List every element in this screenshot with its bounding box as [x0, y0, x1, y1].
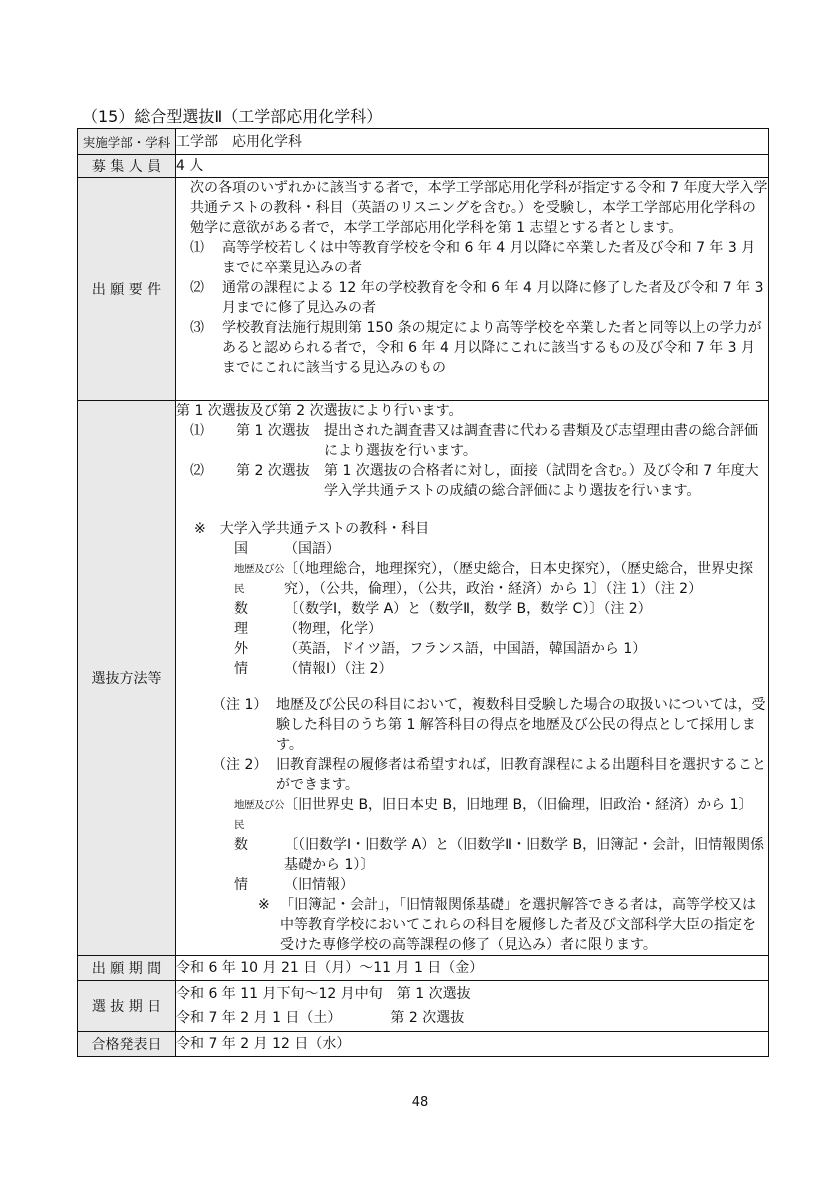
note-row: （注 1） 地歴及び公民の科目において，複数科目受験した場合の取扱いについては，受験した科目のうち第 1 解答科目の得点を地歴及び公民の得点として採用します。 [212, 697, 766, 753]
selection-date-1: 令和 6 年 11 月下旬～12 月中旬 第 1 次選抜 [176, 986, 471, 1002]
row-application-period [78, 956, 769, 981]
value-application-period: 令和 6 年 10 月 21 日（月）～11 月 1 日（金） [176, 956, 769, 981]
row-announcement [78, 1032, 769, 1057]
row-selection-dates [78, 981, 769, 1032]
requirement-item: ⑴ 高等学校若しくは中等教育学校を令和 6 年 4 月以降に卒業した者及び令和 7 年 3 月までに卒業見込みの者 [190, 240, 756, 276]
old-subject-row: 数 〔（旧数学Ⅰ・旧数学 A）と（旧数学Ⅱ・旧数学 B，旧簿記・会計，旧情報関係基礎から 1）〕 [234, 837, 765, 873]
requirements-intro: 次の各項のいずれかに該当する者で，本学工学部応用化学科が指定する令和 7 年度大学入学共通テストの教科・科目（英語のリスニングを含む。）を受験し，本学工学部応用化学科の勉学に意欲がある者で，本学工学部応用化学科を第 1 志望とする者とします。 [190, 180, 768, 236]
label-requirements: 出 願 要 件 [78, 178, 176, 401]
label-selection-dates: 選 抜 期 日 [78, 981, 176, 1032]
subject-row: 国 （国語） [234, 541, 340, 557]
value-requirements [176, 178, 769, 401]
label-capacity: 募 集 人 員 [78, 155, 176, 178]
row-requirements [78, 178, 769, 401]
requirement-item: ⑶ 学校教育法施行規則第 150 条の規定により高等学校を卒業した者と同等以上の学力があると認められる者で，令和 6 年 4 月以降にこれに該当するもの及び令和 7 年 3 月までにこれに該当する見込みのもの [190, 320, 762, 376]
selection-date-2: 令和 7 年 2 月 1 日（土） 第 2 次選抜 [176, 1010, 465, 1026]
value-selection-dates [176, 981, 769, 1032]
value-capacity: 4 人 [176, 155, 769, 178]
subject-row: 地歴及び公民 〔（地理総合，地理探究），（歴史総合，日本史探究），（歴史総合，世界史探究），（公共，倫理），（公共，政治・経済）から 1〕（注 1）（注 2） [234, 561, 753, 597]
row-selection [78, 401, 769, 956]
label-faculty: 実施学部・学科 [78, 129, 176, 155]
subjects-title: ※ 大学入学共通テストの教科・科目 [194, 521, 430, 537]
label-application-period: 出 願 期 間 [78, 956, 176, 981]
section-title: （15）総合型選抜Ⅱ（工学部応用化学科） [82, 107, 383, 126]
selection-intro: 第 1 次選抜及び第 2 次選抜により行います。 [176, 403, 463, 419]
label-announcement: 合格発表日 [78, 1032, 176, 1057]
selection-stage: ⑴ 第 1 次選抜 提出された調査書又は調査書に代わる書類及び志望理由書の総合評価により選抜を行います。 [190, 423, 758, 459]
subject-row: 外 （英語，ドイツ語，フランス語，中国語，韓国語から 1） [234, 641, 647, 657]
old-subject-row: 地歴及び公民 〔旧世界史 B，旧日本史 B，旧地理 B，（旧倫理，旧政治・経済）から 1〕 [234, 797, 753, 831]
label-selection: 選抜方法等 [78, 401, 176, 956]
subject-row: 理 （物理，化学） [234, 621, 382, 637]
star-note: ※ 「旧簿記・会計」，「旧情報関係基礎」を選択解答できる者は，高等学校又は中等教育学校においてこれらの科目を履修した者及び文部科学大臣の指定を受けた専修学校の高等課程の修了（見込み）者に限ります。 [258, 897, 756, 953]
subject-row: 数 〔（数学Ⅰ，数学 A）と（数学Ⅱ，数学 B，数学 C）〕（注 2） [234, 601, 652, 617]
subject-row: 情 （情報Ⅰ）（注 2） [234, 661, 393, 677]
value-selection [176, 401, 769, 956]
old-subject-row: 情 （旧情報） [234, 877, 354, 893]
note-row: （注 2） 旧教育課程の履修者は希望すれば，旧教育課程による出題科目を選択することができます。 [212, 757, 766, 793]
value-faculty: 工学部 応用化学科 [176, 129, 769, 155]
row-faculty [78, 129, 769, 155]
requirement-item: ⑵ 通常の課程による 12 年の学校教育を令和 6 年 4 月以降に修了した者及び令和 7 年 3 月までに修了見込みの者 [190, 280, 764, 316]
admission-table [77, 128, 769, 1057]
value-announcement: 令和 7 年 2 月 12 日（水） [176, 1032, 769, 1057]
page-number: 48 [411, 1095, 429, 1110]
row-capacity [78, 155, 769, 178]
selection-stage: ⑵ 第 2 次選抜 第 1 次選抜の合格者に対し，面接（試問を含む。）及び令和 7 年度大学入学共通テストの成績の総合評価により選抜を行います。 [190, 463, 759, 499]
